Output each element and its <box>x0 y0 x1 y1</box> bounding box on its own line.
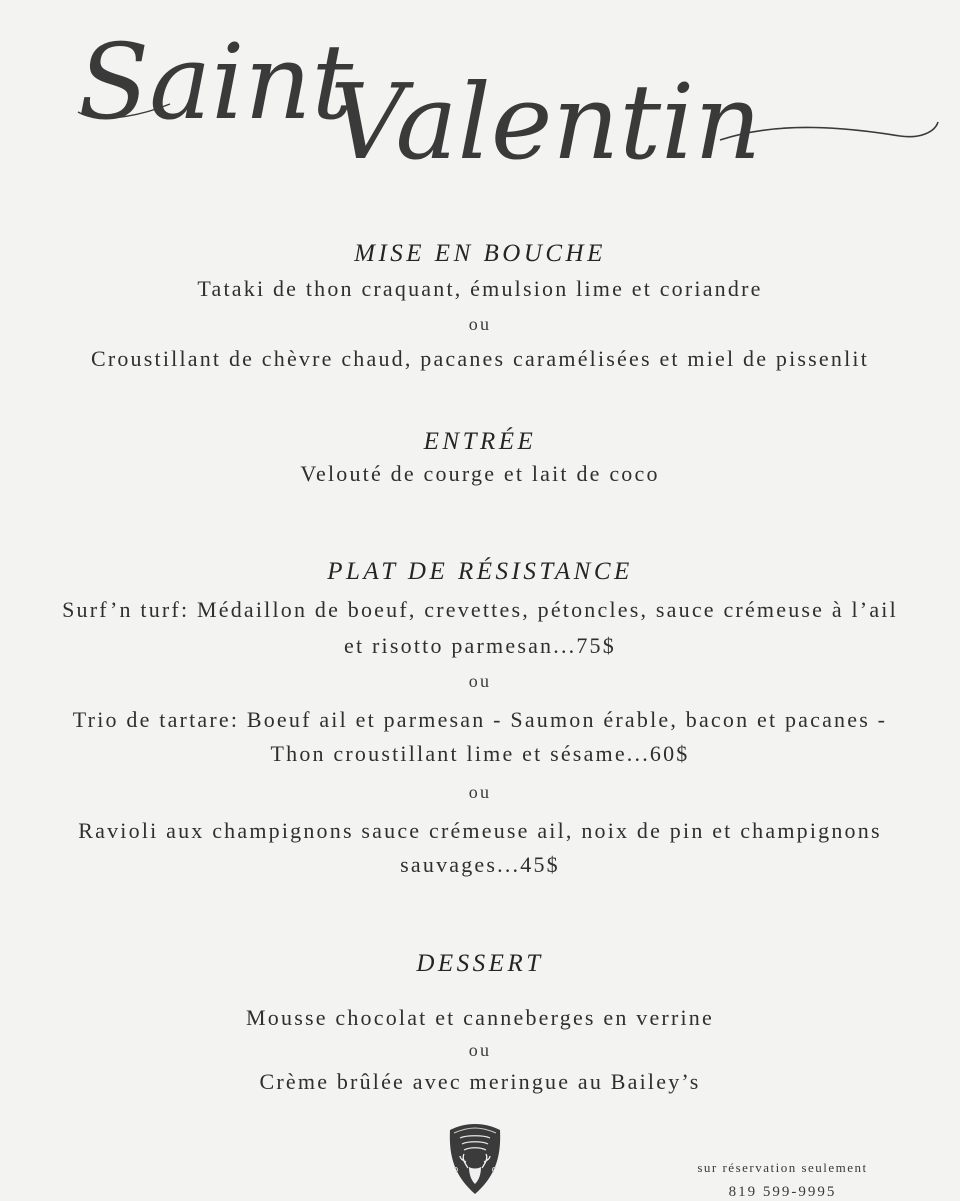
menu-item-tataki: Tataki de thon craquant, émulsion lime et coriandre <box>197 276 763 301</box>
menu-item-veloute: Velouté de courge et lait de coco <box>300 461 660 486</box>
menu-item-creme-brulee: Crème brûlée avec meringue au Bailey’s <box>259 1069 701 1094</box>
title-word-saint: Saint <box>78 21 354 143</box>
menu-item-trio-tartare-line1: Trio de tartare: Boeuf ail et parmesan - Saumon érable, bacon et pacanes - <box>72 707 888 732</box>
title-word-valentin: Valentin <box>330 61 762 183</box>
or-separator: ou <box>468 314 492 334</box>
heading-plat-de-resistance: PLAT DE RÉSISTANCE <box>327 558 633 585</box>
menu-item-surf-n-turf-line1: Surf’n turf: Médaillon de boeuf, crevettes, pétoncles, sauce crémeuse à l’ail <box>62 597 898 622</box>
menu-title <box>0 0 960 190</box>
or-separator: ou <box>468 671 492 691</box>
menu-item-surf-n-turf-line2: et risotto parmesan...75$ <box>344 633 616 658</box>
menu-item-ravioli-line1: Ravioli aux champignons sauce crémeuse ail, noix de pin et champignons <box>78 818 882 843</box>
heading-entree: ENTRÉE <box>423 428 537 455</box>
reservation-note: sur réservation seulement <box>697 1160 868 1175</box>
or-separator: ou <box>468 782 492 802</box>
heading-mise-en-bouche: MISE EN BOUCHE <box>354 240 606 267</box>
menu-item-trio-tartare-line2: Thon croustillant lime et sésame...60$ <box>270 741 690 766</box>
menu-item-croustillant: Croustillant de chèvre chaud, pacanes caramélisées et miel de pissenlit <box>90 346 870 371</box>
menu-item-ravioli-line2: sauvages...45$ <box>400 852 560 877</box>
menu-item-mousse-chocolat: Mousse chocolat et canneberges en verrine <box>246 1005 714 1030</box>
or-separator: ou <box>468 1040 492 1060</box>
stag-shield-logo-icon <box>446 1122 504 1196</box>
phone-number: 819 599-9995 <box>728 1184 837 1200</box>
heading-dessert: DESSERT <box>416 950 544 977</box>
